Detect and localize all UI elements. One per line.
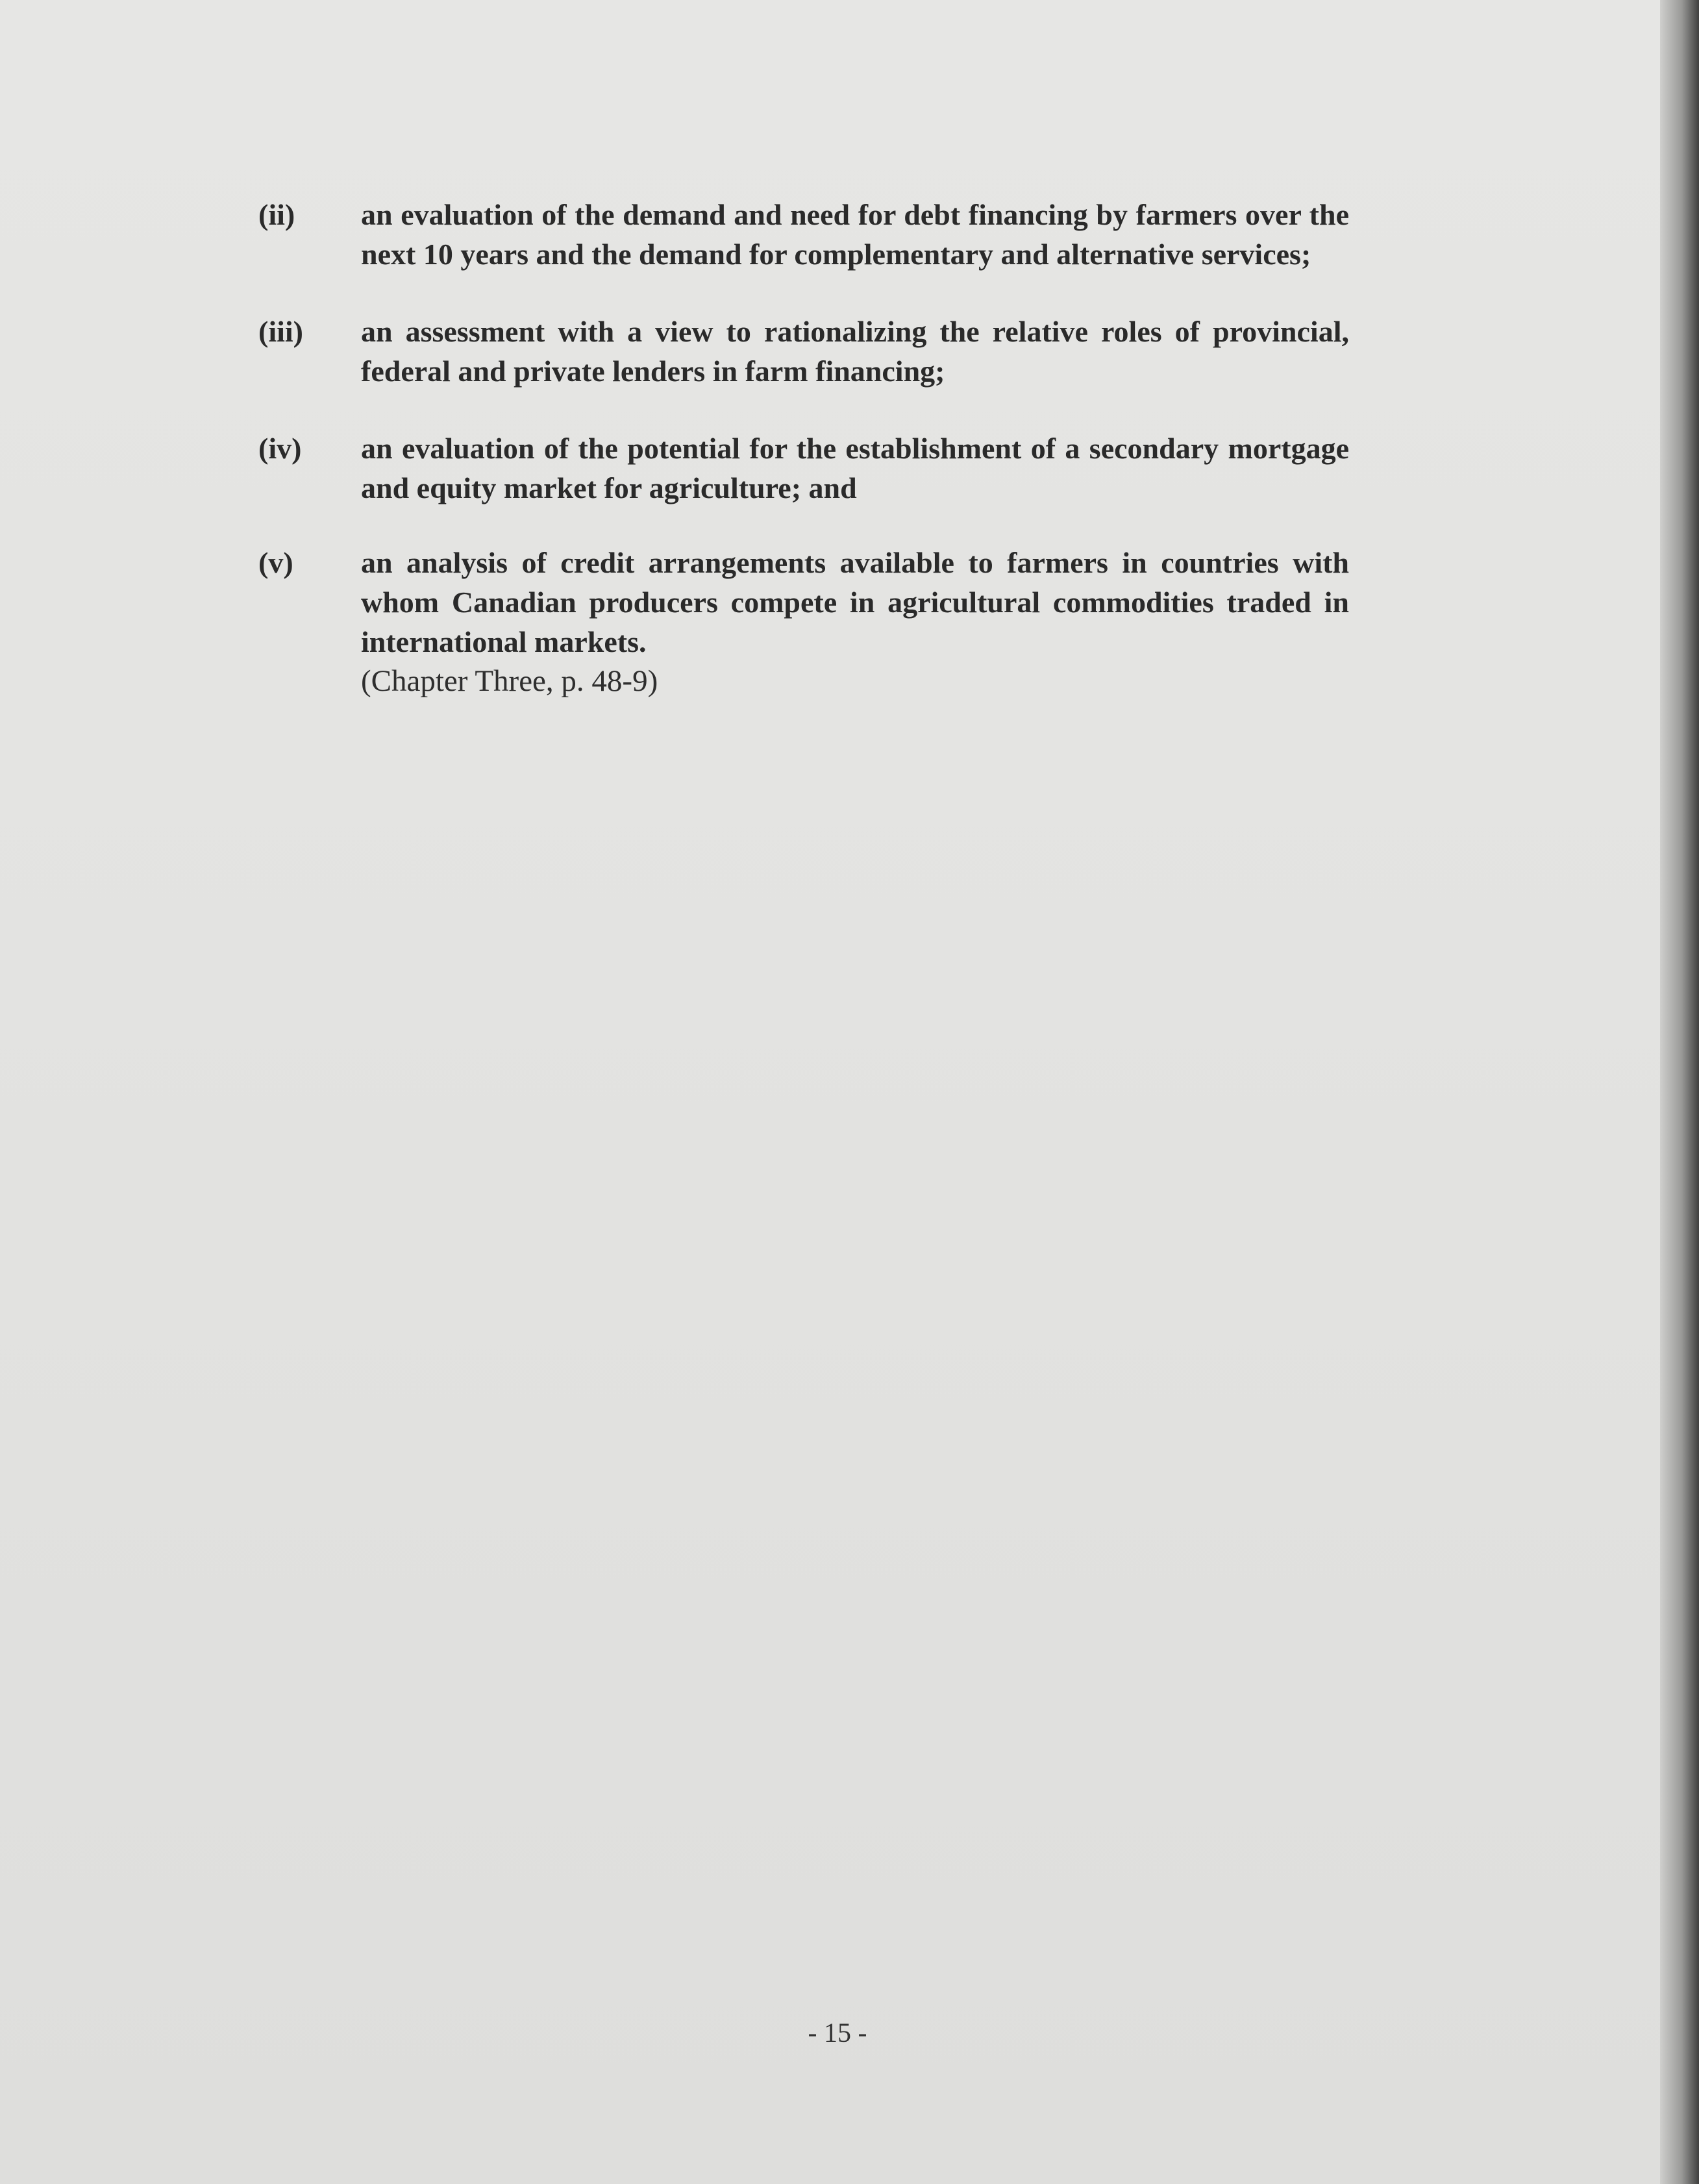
- item-number: (iii): [258, 315, 303, 348]
- item-text: an analysis of credit arrangements available to farmers in countries with whom Canadian producers compete in agricultural commodities traded in international markets.: [361, 546, 1349, 658]
- item-number: (iv): [258, 432, 302, 465]
- page-edge-shadow: [1660, 0, 1699, 2184]
- item-text-block: [361, 543, 1349, 701]
- item-number: (ii): [258, 198, 295, 231]
- list-item: [258, 428, 1349, 508]
- chapter-reference: (Chapter Three, p. 48-9): [361, 664, 658, 698]
- list-item: [258, 312, 1349, 391]
- objectives-list: [258, 195, 1349, 701]
- list-item: [258, 195, 1349, 274]
- item-number: (v): [258, 546, 293, 579]
- item-text: an evaluation of the demand and need for debt financing by farmers over the next 10 years and the demand for complementary and alternative services;: [361, 198, 1349, 271]
- item-text: an evaluation of the potential for the establishment of a secondary mortgage and equity market for agriculture; and: [361, 432, 1349, 504]
- page-number: - 15 -: [808, 2018, 867, 2048]
- item-text: an assessment with a view to rationalizing the relative roles of provincial, federal and private lenders in farm financing;: [361, 315, 1349, 388]
- list-item: [258, 543, 1349, 701]
